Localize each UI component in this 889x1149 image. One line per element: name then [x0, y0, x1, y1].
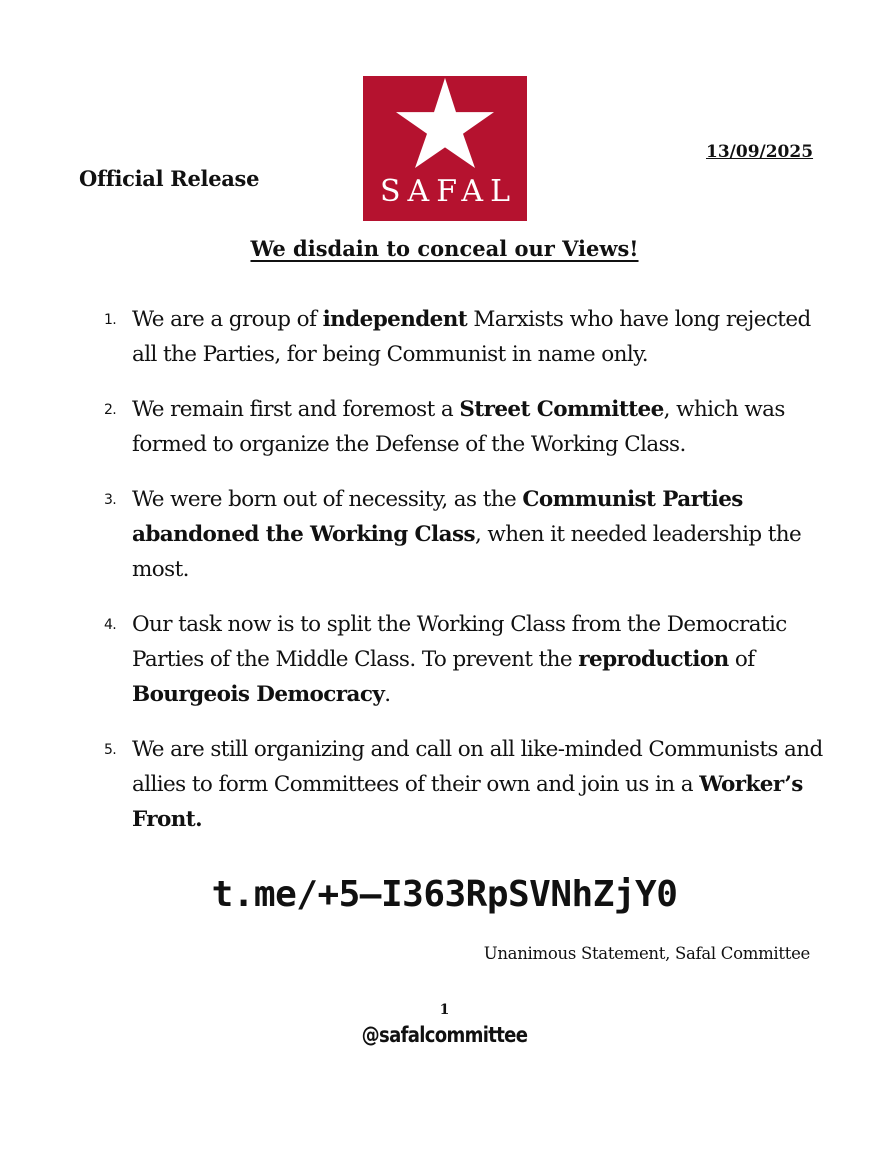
list-number: 4.: [104, 617, 117, 633]
body-text: Our task now is to split the Working Class from the Democratic Parties of the Middle Class. To prevent the: [132, 612, 787, 672]
list-item: [104, 392, 824, 462]
statement-signature: Unanimous Statement, Safal Committee: [483, 944, 810, 963]
body-text: of: [728, 647, 755, 672]
telegram-link[interactable]: t.me/+5–I363RpSVNhZjY0: [211, 874, 678, 915]
emphasis-text: reproduction: [578, 647, 729, 672]
list-item: [104, 607, 824, 712]
emphasis-text: Communist Parties abandoned the Working Class: [132, 487, 743, 547]
body-text: , which was formed to organize the Defense of the Working Class.: [132, 397, 785, 457]
social-handle: @safalcommittee: [361, 1023, 528, 1047]
list-item: [104, 482, 824, 587]
release-date: 13/09/2025: [706, 142, 814, 162]
official-release-label: Official Release: [79, 166, 260, 191]
list-number: 1.: [104, 312, 117, 328]
emphasis-text: Bourgeois Democracy: [132, 682, 385, 707]
body-text: We remain first and foremost a: [132, 397, 460, 422]
body-text: Marxists who have long rejected all the Parties, for being Communist in name only.: [132, 307, 811, 367]
emphasis-text: Worker’s Front.: [132, 772, 803, 832]
body-text: We are a group of: [132, 307, 323, 332]
list-number: 5.: [104, 742, 117, 758]
list-number: 3.: [104, 492, 117, 508]
body-text: .: [384, 682, 391, 707]
list-number: 2.: [104, 402, 117, 418]
headline: [0, 236, 889, 261]
star-icon: [363, 76, 527, 176]
safal-logo: [363, 76, 527, 221]
list-item: [104, 732, 824, 837]
body-text: We are still organizing and call on all like-minded Communists and allies to form Committees of their own and join us in a: [132, 737, 823, 797]
emphasis-text: Street Committee: [459, 397, 664, 422]
body-text: We were born out of necessity, as the: [132, 487, 523, 512]
page-number: 1: [439, 1002, 450, 1018]
logo-text: SAFAL: [379, 174, 517, 209]
points-list: [104, 302, 824, 857]
emphasis-text: independent: [322, 307, 468, 332]
headline-text: We disdain to conceal our Views!: [250, 236, 639, 261]
list-item: [104, 302, 824, 372]
body-text: , when it needed leadership the most.: [132, 522, 802, 582]
